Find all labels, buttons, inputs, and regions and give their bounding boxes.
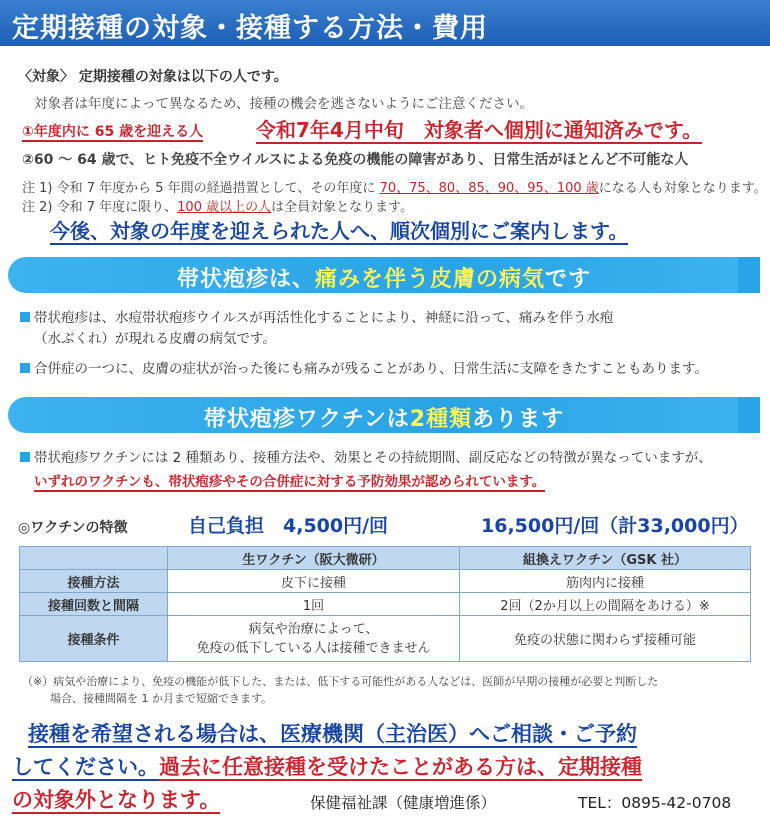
shingles-banner: 帯状疱疹は、痛みを伴う皮膚の病気です (8, 257, 760, 293)
footer-line-1: 接種を希望される場合は、医療機関（主治医）へご相談・ご予約 (28, 722, 637, 746)
vaccine-bullet-1: 帯状疱疹ワクチンには 2 種類あり、接種方法や、効果とその持続期間、副反応などの特徴が異なっていますが、 (20, 446, 712, 466)
notice-sent: 令和7年4月中旬 対象者へ個別に通知済みです。 (256, 118, 703, 142)
target-note-1: 注 1) 令和 7 年度から 5 年間の経過措置として、その年度に 70、75、80、85、90、95、100 歳になる人も対象となります。 (22, 181, 767, 196)
shingles-bullet-1-cont: （水ぶくれ）が現れる皮膚の病気です。 (34, 331, 276, 347)
col-header-recombinant: 組換えワクチン（GSK 社） (460, 547, 751, 570)
cell-live-line: 免疫の低下している人は接種できません (196, 640, 431, 656)
target-heading: 〈対象〉 定期接種の対象は以下の人です。 (18, 69, 288, 85)
page-title: 定期接種の対象・接種する方法・費用 (0, 0, 770, 46)
target-note-2: 注 2) 令和 7 年度に限り、100 歳以上の人は全員対象となります。 (22, 200, 414, 215)
shingles-bullet-1: 帯状疱疹は、水痘帯状疱疹ウイルスが再活性化することにより、神経に沿って、痛みを伴う水疱 (20, 306, 613, 326)
contact-department: 保健福祉課（健康増進係） (310, 794, 497, 812)
square-bullet-icon (20, 363, 30, 373)
square-bullet-icon (20, 312, 30, 322)
shingles-bullet-2: 合併症の一つに、皮膚の症状が治った後にも痛みが残ることがあり、日常生活に支障をきたすこともあります。 (20, 357, 708, 377)
future-notice: 今後、対象の年度を迎えられた人へ、順次個別にご案内します。 (50, 219, 629, 243)
target-intro: 対象者は年度によって異なるため、接種の機会を逃さないようにご注意ください。 (34, 96, 533, 112)
cell-live-line: 病気や治療によって、 (248, 621, 379, 637)
features-label: ◎ワクチンの特徴 (18, 520, 128, 536)
cell-live (168, 616, 460, 662)
row-label: 接種条件 (20, 616, 168, 662)
vaccine-comparison-table (19, 546, 751, 662)
table-row (20, 570, 751, 593)
table-footnote-1: （※）病気や治療により、免疫の機能が低下した、または、低下する可能性がある人などは、医師が早期の接種が必要と判断した (22, 675, 659, 688)
contact-phone[interactable]: TEL：0895-42-0708 (578, 794, 732, 812)
vaccine-banner: 帯状疱疹ワクチンは2種類あります (8, 397, 760, 433)
cell-recombinant: 免疫の状態に関わらず接種可能 (460, 616, 751, 662)
table-footnote-2: 場合、接種間隔を 1 か月まで短縮できます。 (50, 692, 273, 705)
cell-live: 皮下に接種 (168, 570, 460, 593)
table-row (20, 593, 751, 616)
cell-recombinant: 筋肉内に接種 (460, 570, 751, 593)
cost-recombinant: 16,500円/回（計33,000円） (481, 515, 749, 537)
table-corner (20, 547, 168, 570)
cell-live: 1回 (168, 593, 460, 616)
footer-line-2: してください。過去に任意接種を受けたことがある方は、定期接種 (12, 755, 642, 779)
vaccine-bullet-1-red: いずれのワクチンも、帯状疱疹やその合併症に対する予防効果が認められています。 (34, 474, 546, 490)
table-row (20, 616, 751, 662)
col-header-live: 生ワクチン（阪大微研） (168, 547, 460, 570)
cost-label: 自己負担 (188, 515, 265, 537)
row-label: 接種回数と間隔 (20, 593, 168, 616)
target-item-2: ②60 ～ 64 歳で、ヒト免疫不全ウイルスによる免疫の機能の障害があり、日常生活がほとんど不可能な人 (22, 152, 689, 168)
cell-recombinant: 2回（2か月以上の間隔をあける）※ (460, 593, 751, 616)
target-item-1: ①年度内に 65 歳を迎える人 (22, 124, 204, 140)
cost-live: 4,500円/回 (283, 515, 389, 537)
row-label: 接種方法 (20, 570, 168, 593)
square-bullet-icon (20, 452, 30, 462)
footer-line-3: の対象外となります。 (12, 788, 221, 812)
